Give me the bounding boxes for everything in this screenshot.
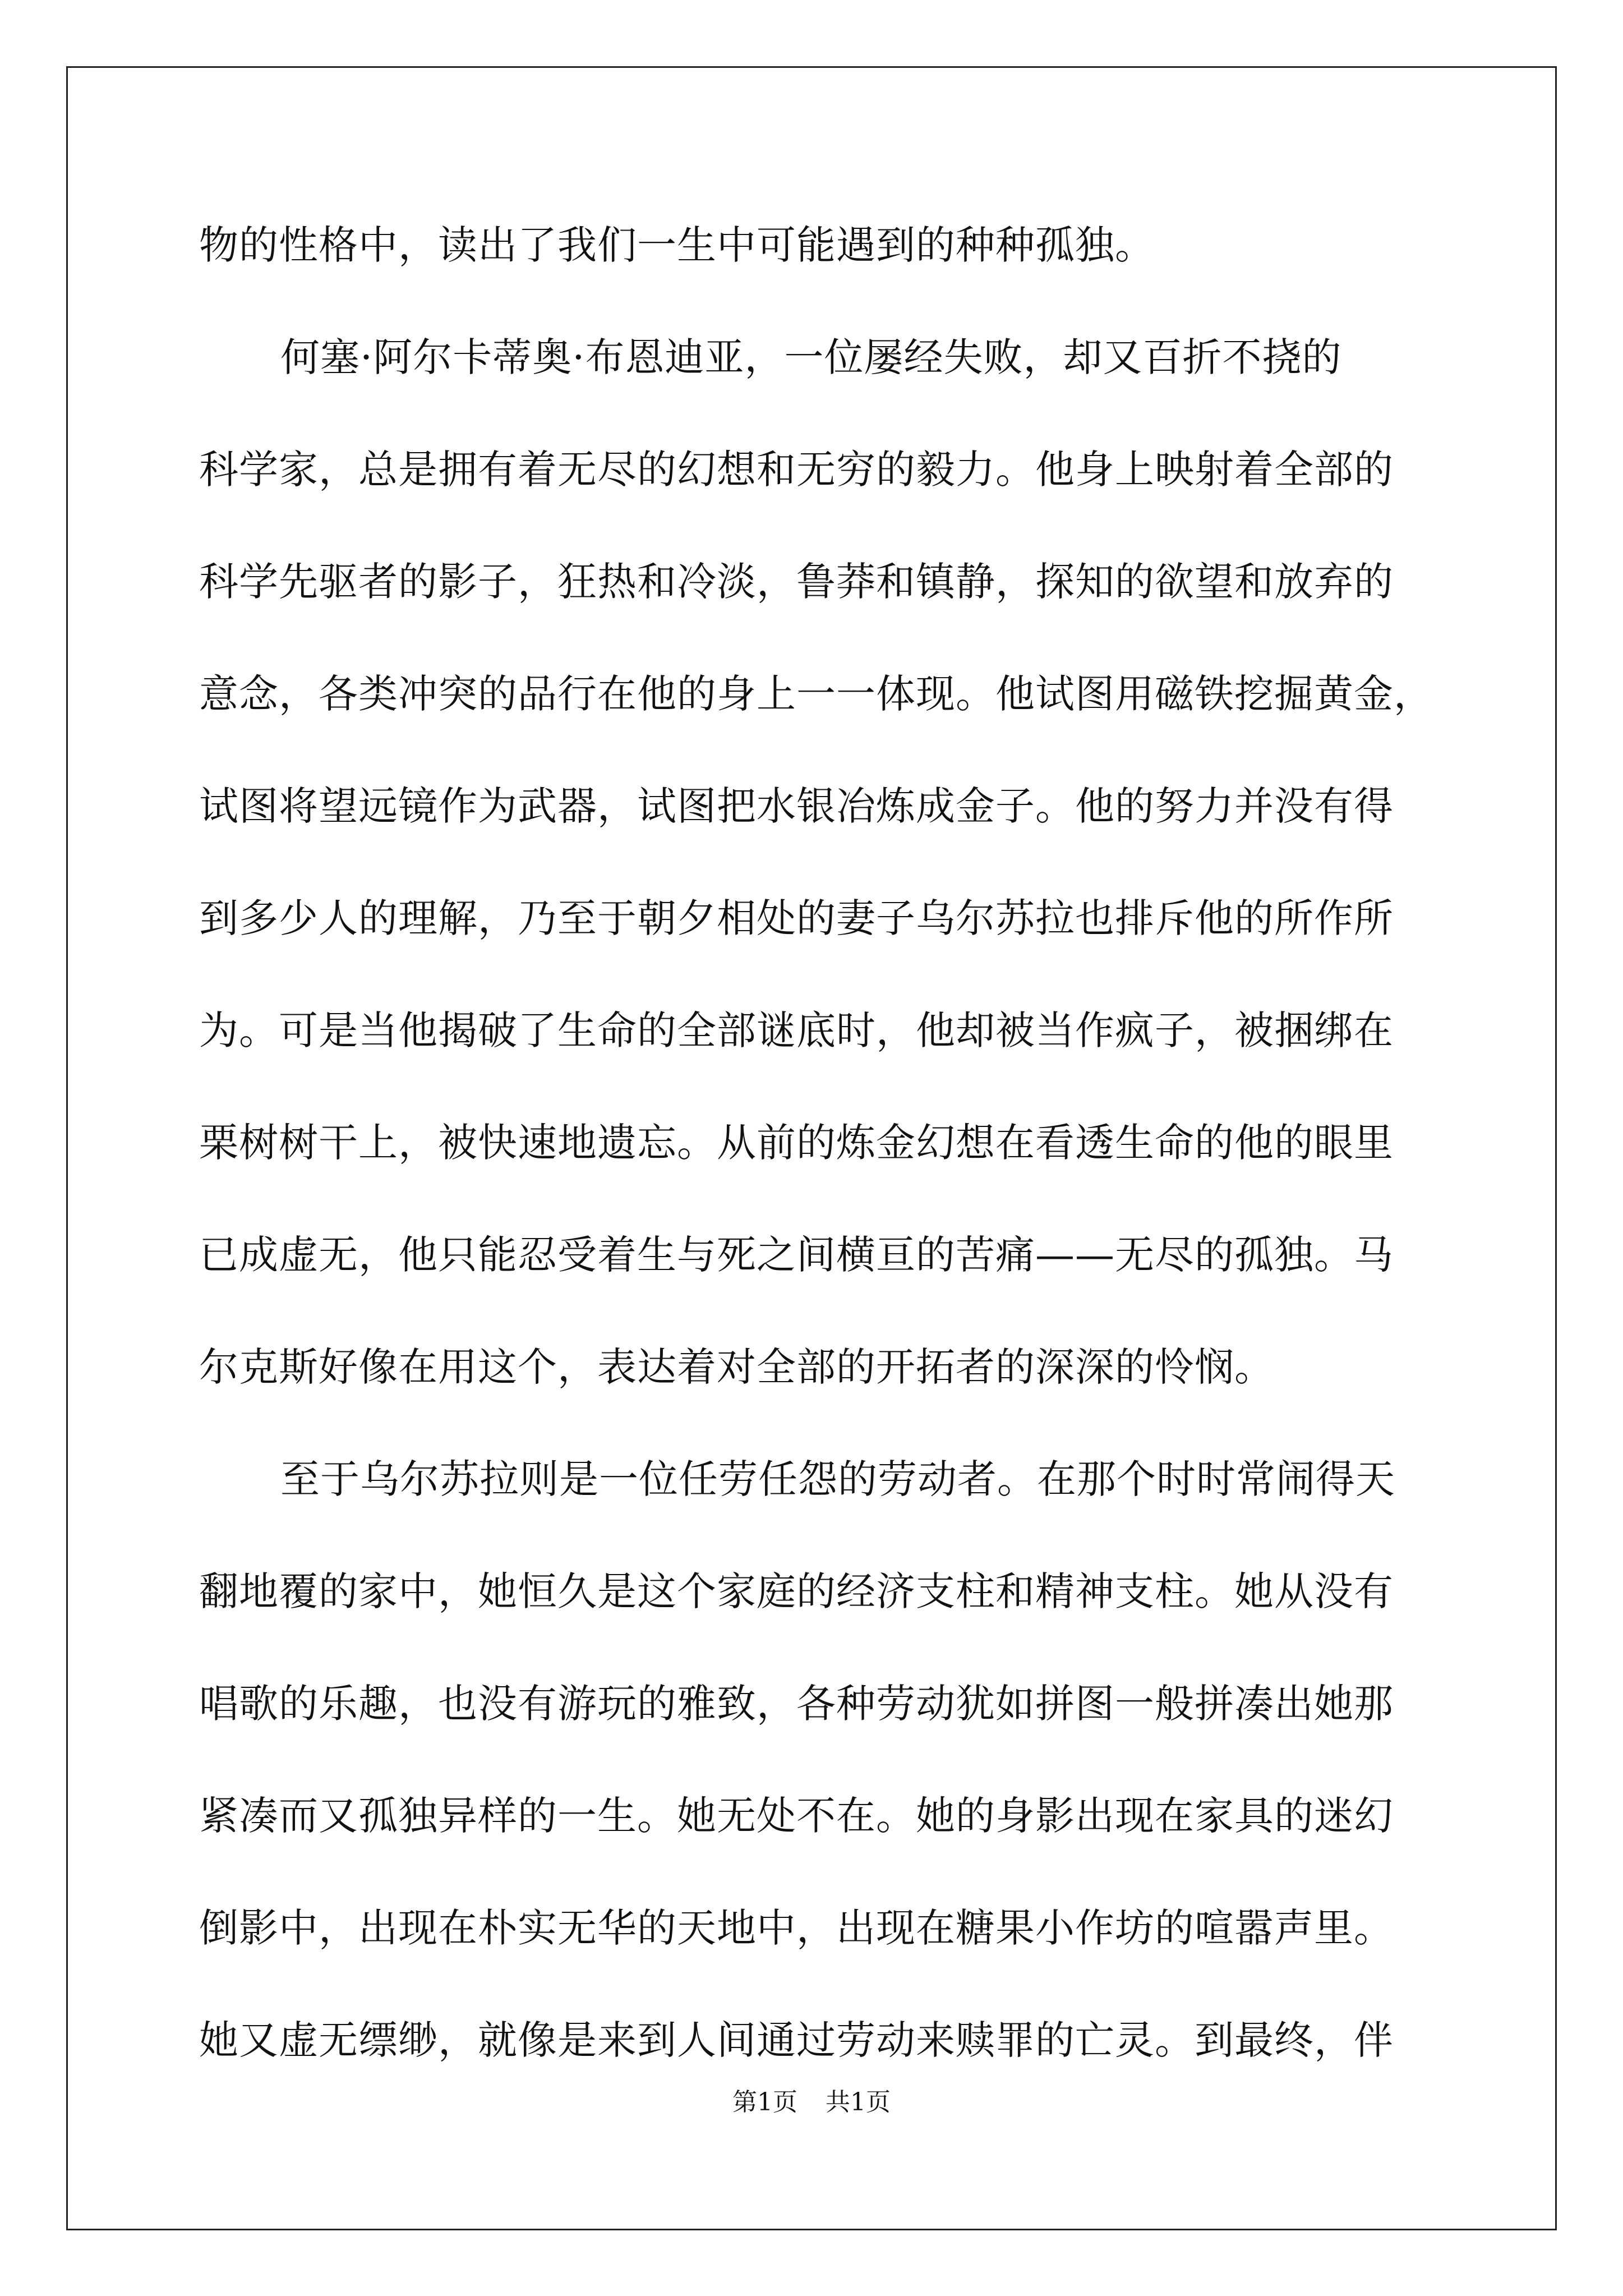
paragraph-start-line: 至于乌尔苏拉则是一位任劳任怨的劳动者。在那个时时常闹得天: [280, 1456, 1395, 1502]
text-line: 科学家，总是拥有着无尽的幻想和无穷的毅力。他身上映射着全部的: [199, 447, 1394, 493]
text-line: 唱歌的乐趣，也没有游玩的雅致，各种劳动犹如拼图一般拼凑出她那: [199, 1681, 1394, 1727]
text-line: 试图将望远镜作为武器，试图把水银冶炼成金子。他的努力并没有得: [199, 783, 1394, 829]
text-line: 翻地覆的家中，她恒久是这个家庭的经济支柱和精神支柱。她从没有: [199, 1568, 1394, 1614]
page-number: 第1页: [732, 2088, 797, 2116]
text-line: 意念，各类冲突的品行在他的身上一一体现。他试图用磁铁挖掘黄金，: [199, 671, 1433, 717]
text-line: 科学先驱者的影子，狂热和冷淡，鲁莽和镇静，探知的欲望和放弃的: [199, 559, 1394, 605]
page-total: 共1页: [826, 2088, 891, 2116]
text-line: 已成虚无，他只能忍受着生与死之间横亘的苦痛——无尽的孤独。马: [199, 1232, 1394, 1278]
text-line: 到多少人的理解，乃至于朝夕相处的妻子乌尔苏拉也排斥他的所作所: [199, 895, 1394, 941]
paragraph-start-line: 何塞·阿尔卡蒂奥·布恩迪亚，一位屡经失败，却又百折不挠的: [280, 334, 1342, 380]
page-footer: [0, 2086, 1623, 2119]
text-line: 为。可是当他揭破了生命的全部谜底时，他却被当作疯子，被捆绑在: [199, 1007, 1394, 1053]
text-line: 倒影中，出现在朴实无华的天地中，出现在糖果小作坊的喧嚣声里。: [199, 1905, 1394, 1951]
text-line: 紧凑而又孤独异样的一生。她无处不在。她的身影出现在家具的迷幻: [199, 1793, 1394, 1839]
text-line: 尔克斯好像在用这个，表达着对全部的开拓者的深深的怜悯。: [199, 1344, 1274, 1390]
text-line: 她又虚无缥缈，就像是来到人间通过劳动来赎罪的亡灵。到最终，伴: [199, 2017, 1394, 2063]
text-line: 物的性格中，读出了我们一生中可能遇到的种种孤独。: [199, 222, 1155, 268]
text-line: 栗树树干上，被快速地遗忘。从前的炼金幻想在看透生命的他的眼里: [199, 1120, 1394, 1166]
